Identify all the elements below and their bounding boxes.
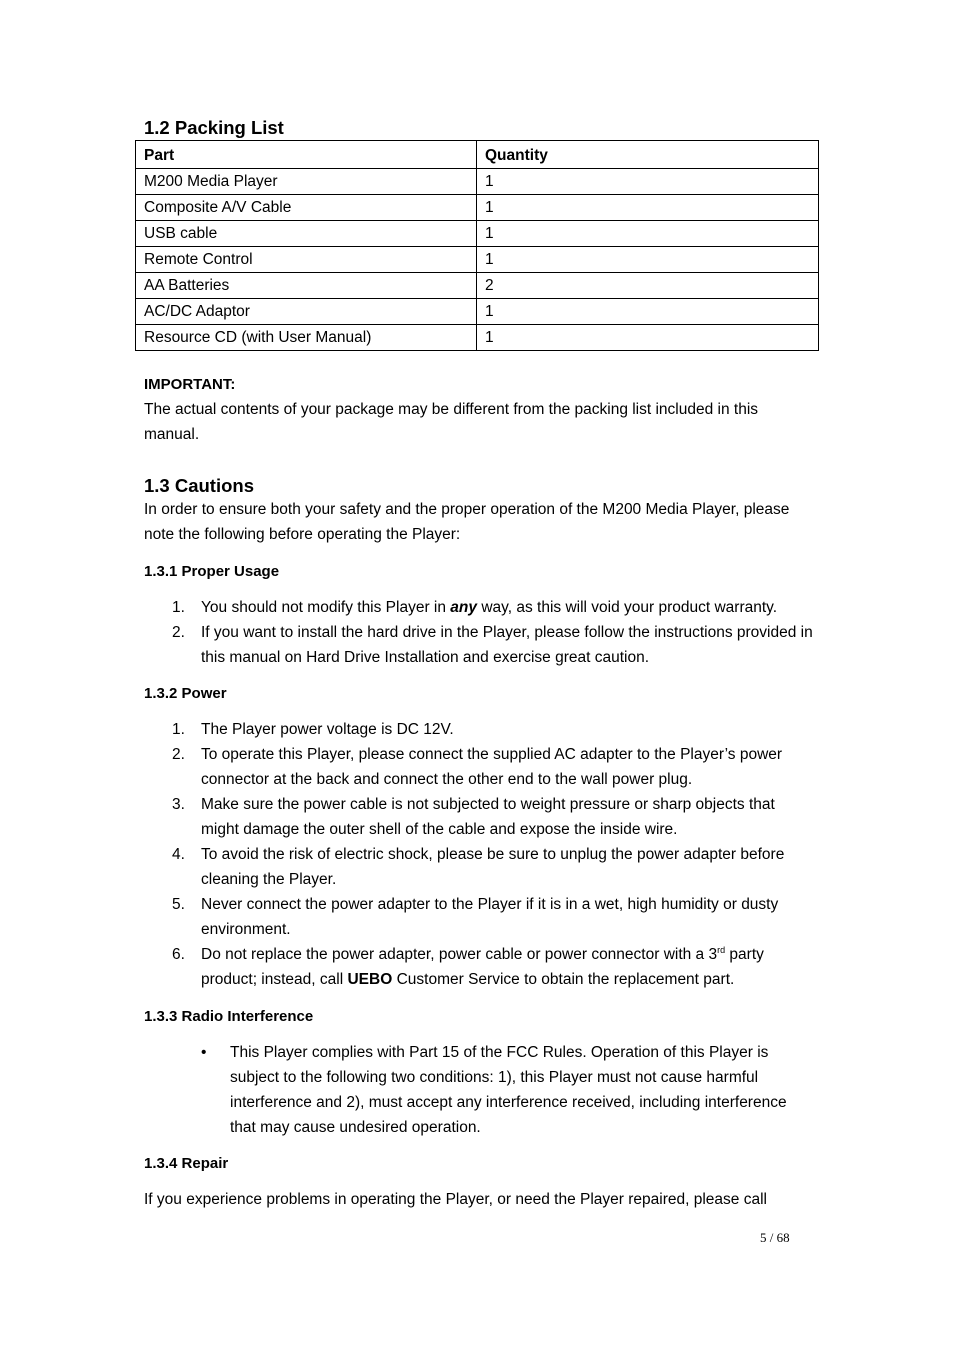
table-header-row — [136, 141, 819, 169]
list-item — [144, 742, 816, 792]
list-number: 1. — [172, 721, 185, 738]
column-header-quantity: Quantity — [477, 141, 819, 169]
emphasis-text: any — [450, 599, 478, 616]
list-item — [144, 620, 816, 670]
list-item — [144, 842, 816, 892]
list-number: 2. — [172, 746, 185, 763]
quantity-cell: 1 — [477, 299, 819, 325]
part-cell: Composite A/V Cable — [136, 195, 477, 221]
table-row — [136, 221, 819, 247]
list-item — [144, 1040, 816, 1140]
list-item-text: To operate this Player, please connect the supplied AC adapter to the Player’s power connector at the back and connect the other end to the wall power plug. — [201, 746, 783, 788]
list-number: 1. — [172, 599, 185, 616]
important-label: IMPORTANT: — [144, 376, 236, 393]
list-item — [144, 892, 816, 942]
table-row — [136, 273, 819, 299]
list-item-text: party product; instead, call — [201, 946, 764, 988]
part-cell: M200 Media Player — [136, 169, 477, 195]
quantity-cell: 1 — [477, 195, 819, 221]
list-item — [144, 595, 816, 620]
power-heading: 1.3.2 Power — [144, 685, 227, 702]
table-row — [136, 299, 819, 325]
list-number: 5. — [172, 896, 185, 913]
list-item-text: Do not replace the power adapter, power cable or power connector with a 3 — [201, 946, 718, 963]
list-item-text: The Player power voltage is DC 12V. — [201, 721, 454, 738]
quantity-cell: 2 — [477, 273, 819, 299]
brand-name: UEBO — [347, 971, 393, 988]
list-number: 4. — [172, 846, 185, 863]
table-row — [136, 325, 819, 351]
important-text: The actual contents of your package may be different from the packing list included in this manual. — [144, 401, 759, 443]
column-header-part: Part — [136, 141, 477, 169]
list-item-text: way, as this will void your product warranty. — [477, 599, 778, 616]
list-item-text: If you want to install the hard drive in the Player, please follow the instructions provided in this manual on Hard Drive Installation and exercise great caution. — [201, 624, 813, 666]
part-cell: Remote Control — [136, 247, 477, 273]
part-cell: AC/DC Adaptor — [136, 299, 477, 325]
quantity-cell: 1 — [477, 221, 819, 247]
bullet-icon: • — [201, 1044, 207, 1061]
quantity-cell: 1 — [477, 247, 819, 273]
quantity-cell: 1 — [477, 169, 819, 195]
list-item-text: Make sure the power cable is not subjected to weight pressure or sharp objects that might damage the outer shell of the cable and expose the inside wire. — [201, 796, 775, 838]
list-item-text: You should not modify this Player in — [201, 599, 451, 616]
list-item-text: Customer Service to obtain the replacement part. — [392, 971, 735, 988]
list-item — [144, 942, 816, 992]
radio-interference-list — [144, 1040, 816, 1140]
part-cell: AA Batteries — [136, 273, 477, 299]
list-item-text: Never connect the power adapter to the Player if it is in a wet, high humidity or dusty environment. — [201, 896, 779, 938]
quantity-cell: 1 — [477, 325, 819, 351]
list-number: 3. — [172, 796, 185, 813]
list-item-text: This Player complies with Part 15 of the FCC Rules. Operation of this Player is subject to the following two conditions: 1), this Player must not cause harmful interference and 2), must accept any interference received, including interference that may cause undesired operation. — [230, 1044, 787, 1136]
ordinal-suffix: rd — [717, 945, 726, 955]
proper-usage-list — [144, 595, 816, 670]
cautions-heading: 1.3 Cautions — [144, 475, 254, 496]
list-number: 2. — [172, 624, 185, 641]
repair-heading: 1.3.4 Repair — [144, 1155, 229, 1172]
proper-usage-heading: 1.3.1 Proper Usage — [144, 563, 280, 580]
list-number: 6. — [172, 946, 185, 963]
packing-list-heading: 1.2 Packing List — [144, 117, 284, 138]
packing-list-table — [135, 140, 819, 351]
list-item-text: To avoid the risk of electric shock, please be sure to unplug the power adapter before cleaning the Player. — [201, 846, 785, 888]
list-item — [144, 717, 816, 742]
cautions-intro: In order to ensure both your safety and the proper operation of the M200 Media Player, please note the following before operating the Player: — [144, 501, 790, 543]
part-cell: Resource CD (with User Manual) — [136, 325, 477, 351]
power-list — [144, 717, 816, 992]
table-row — [136, 247, 819, 273]
table-row — [136, 195, 819, 221]
page-number: 5 / 68 — [760, 1230, 790, 1245]
part-cell: USB cable — [136, 221, 477, 247]
radio-interference-heading: 1.3.3 Radio Interference — [144, 1008, 314, 1025]
table-row — [136, 169, 819, 195]
repair-text: If you experience problems in operating the Player, or need the Player repaired, please call — [144, 1191, 767, 1208]
list-item — [144, 792, 816, 842]
